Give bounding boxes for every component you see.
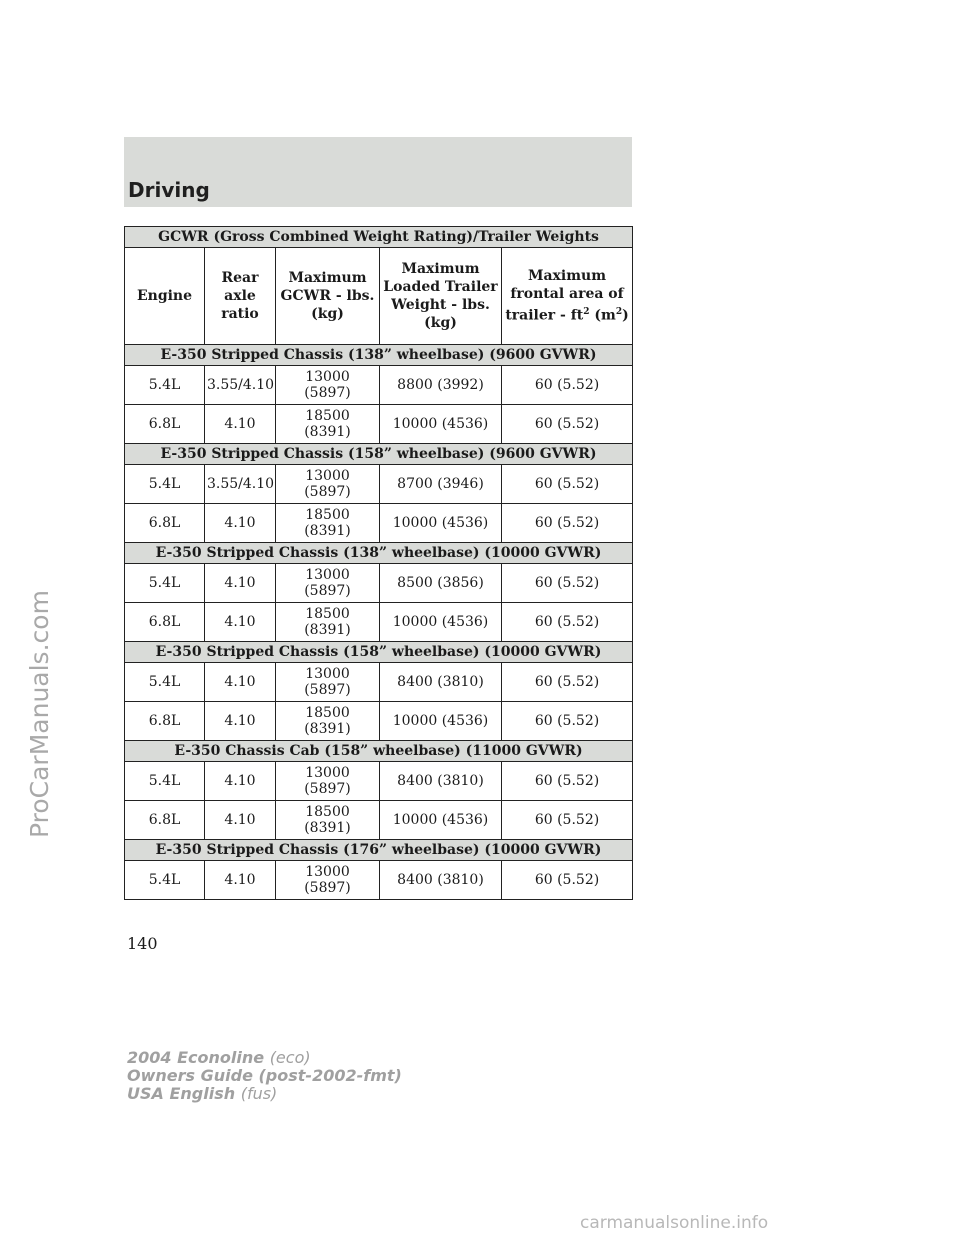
table-cell: 5.4L	[125, 366, 205, 405]
table-cell: 3.55/4.10	[205, 465, 276, 504]
table-cell: 8400 (3810)	[380, 861, 502, 900]
group-title: E-350 Stripped Chassis (138” wheelbase) (10000 GVWR)	[125, 543, 633, 564]
group-header-row	[125, 444, 633, 465]
footer-guide: Owners Guide (post-2002-fmt)	[127, 1066, 402, 1085]
table-cell: 13000 (5897)	[276, 564, 380, 603]
table-title: GCWR (Gross Combined Weight Rating)/Trailer Weights	[125, 227, 633, 248]
group-title: E-350 Stripped Chassis (158” wheelbase) (9600 GVWR)	[125, 444, 633, 465]
table-cell: 4.10	[205, 504, 276, 543]
group-header-row	[125, 543, 633, 564]
table-row	[125, 564, 633, 603]
table-cell: 13000 (5897)	[276, 465, 380, 504]
table-cell: 60 (5.52)	[502, 366, 633, 405]
table-row	[125, 405, 633, 444]
group-title: E-350 Stripped Chassis (138” wheelbase) (9600 GVWR)	[125, 345, 633, 366]
table-row	[125, 801, 633, 840]
col-header-max-trailer-weight: Maximum Loaded Trailer Weight - lbs. (kg)	[380, 248, 502, 345]
table-cell: 4.10	[205, 564, 276, 603]
group-header-row	[125, 642, 633, 663]
table-cell: 3.55/4.10	[205, 366, 276, 405]
group-title: E-350 Chassis Cab (158” wheelbase) (11000 GVWR)	[125, 741, 633, 762]
table-cell: 5.4L	[125, 465, 205, 504]
table-cell: 4.10	[205, 405, 276, 444]
group-title: E-350 Stripped Chassis (158” wheelbase) (10000 GVWR)	[125, 642, 633, 663]
footer-language-code: (fus)	[240, 1084, 278, 1103]
table-row	[125, 861, 633, 900]
table-cell: 18500 (8391)	[276, 702, 380, 741]
table-cell: 60 (5.52)	[502, 801, 633, 840]
document-footer	[127, 1049, 402, 1103]
table-cell: 10000 (4536)	[380, 603, 502, 642]
table-cell: 18500 (8391)	[276, 405, 380, 444]
table-cell: 13000 (5897)	[276, 762, 380, 801]
table-cell: 4.10	[205, 801, 276, 840]
table-cell: 13000 (5897)	[276, 861, 380, 900]
table-cell: 8400 (3810)	[380, 663, 502, 702]
table-cell: 8400 (3810)	[380, 762, 502, 801]
table-cell: 18500 (8391)	[276, 603, 380, 642]
table-cell: 60 (5.52)	[502, 603, 633, 642]
group-header-row	[125, 840, 633, 861]
col-header-axle-ratio: Rear axle ratio	[205, 248, 276, 345]
col-header-max-gcwr: Maximum GCWR - lbs. (kg)	[276, 248, 380, 345]
footer-model: 2004 Econoline	[127, 1048, 265, 1067]
section-title: Driving	[128, 178, 210, 202]
table-cell: 60 (5.52)	[502, 465, 633, 504]
table-cell: 18500 (8391)	[276, 504, 380, 543]
table-row	[125, 603, 633, 642]
table-cell: 8700 (3946)	[380, 465, 502, 504]
table-cell: 4.10	[205, 603, 276, 642]
group-title: E-350 Stripped Chassis (176” wheelbase) (10000 GVWR)	[125, 840, 633, 861]
table-cell: 5.4L	[125, 762, 205, 801]
table-cell: 10000 (4536)	[380, 702, 502, 741]
col-header-frontal-area: Maximum frontal area of trailer - $ft^2$ $(m^2)$	[502, 248, 633, 345]
footer-model-code: (eco)	[269, 1048, 311, 1067]
page-number: 140	[127, 934, 158, 953]
footer-language: USA English	[127, 1084, 236, 1103]
table-cell: 60 (5.52)	[502, 702, 633, 741]
table-cell: 4.10	[205, 702, 276, 741]
table-row	[125, 762, 633, 801]
table-cell: 5.4L	[125, 861, 205, 900]
table-cell: 13000 (5897)	[276, 366, 380, 405]
gcwr-table-container	[124, 226, 632, 900]
table-cell: 6.8L	[125, 504, 205, 543]
gcwr-table	[124, 226, 633, 900]
table-cell: 6.8L	[125, 603, 205, 642]
table-cell: 6.8L	[125, 702, 205, 741]
table-cell: 8500 (3856)	[380, 564, 502, 603]
table-cell: 60 (5.52)	[502, 861, 633, 900]
table-cell: 5.4L	[125, 564, 205, 603]
column-header-row	[125, 248, 633, 345]
table-cell: 10000 (4536)	[380, 405, 502, 444]
table-cell: 6.8L	[125, 801, 205, 840]
table-cell: 18500 (8391)	[276, 801, 380, 840]
table-cell: 10000 (4536)	[380, 504, 502, 543]
table-cell: 60 (5.52)	[502, 663, 633, 702]
table-cell: 8800 (3992)	[380, 366, 502, 405]
table-row	[125, 465, 633, 504]
table-cell: 4.10	[205, 762, 276, 801]
group-header-row	[125, 345, 633, 366]
table-row	[125, 663, 633, 702]
table-cell: 60 (5.52)	[502, 564, 633, 603]
table-cell: 6.8L	[125, 405, 205, 444]
table-row	[125, 366, 633, 405]
table-row	[125, 504, 633, 543]
table-row	[125, 702, 633, 741]
table-cell: 60 (5.52)	[502, 762, 633, 801]
col-header-engine: Engine	[125, 248, 205, 345]
site-watermark: carmanualsonline.info	[580, 1213, 769, 1233]
table-cell: 10000 (4536)	[380, 801, 502, 840]
table-cell: 5.4L	[125, 663, 205, 702]
group-header-row	[125, 741, 633, 762]
table-cell: 4.10	[205, 663, 276, 702]
table-cell: 60 (5.52)	[502, 405, 633, 444]
table-cell: 4.10	[205, 861, 276, 900]
side-watermark: ProCarManuals.com	[25, 590, 54, 838]
table-cell: 13000 (5897)	[276, 663, 380, 702]
table-cell: 60 (5.52)	[502, 504, 633, 543]
